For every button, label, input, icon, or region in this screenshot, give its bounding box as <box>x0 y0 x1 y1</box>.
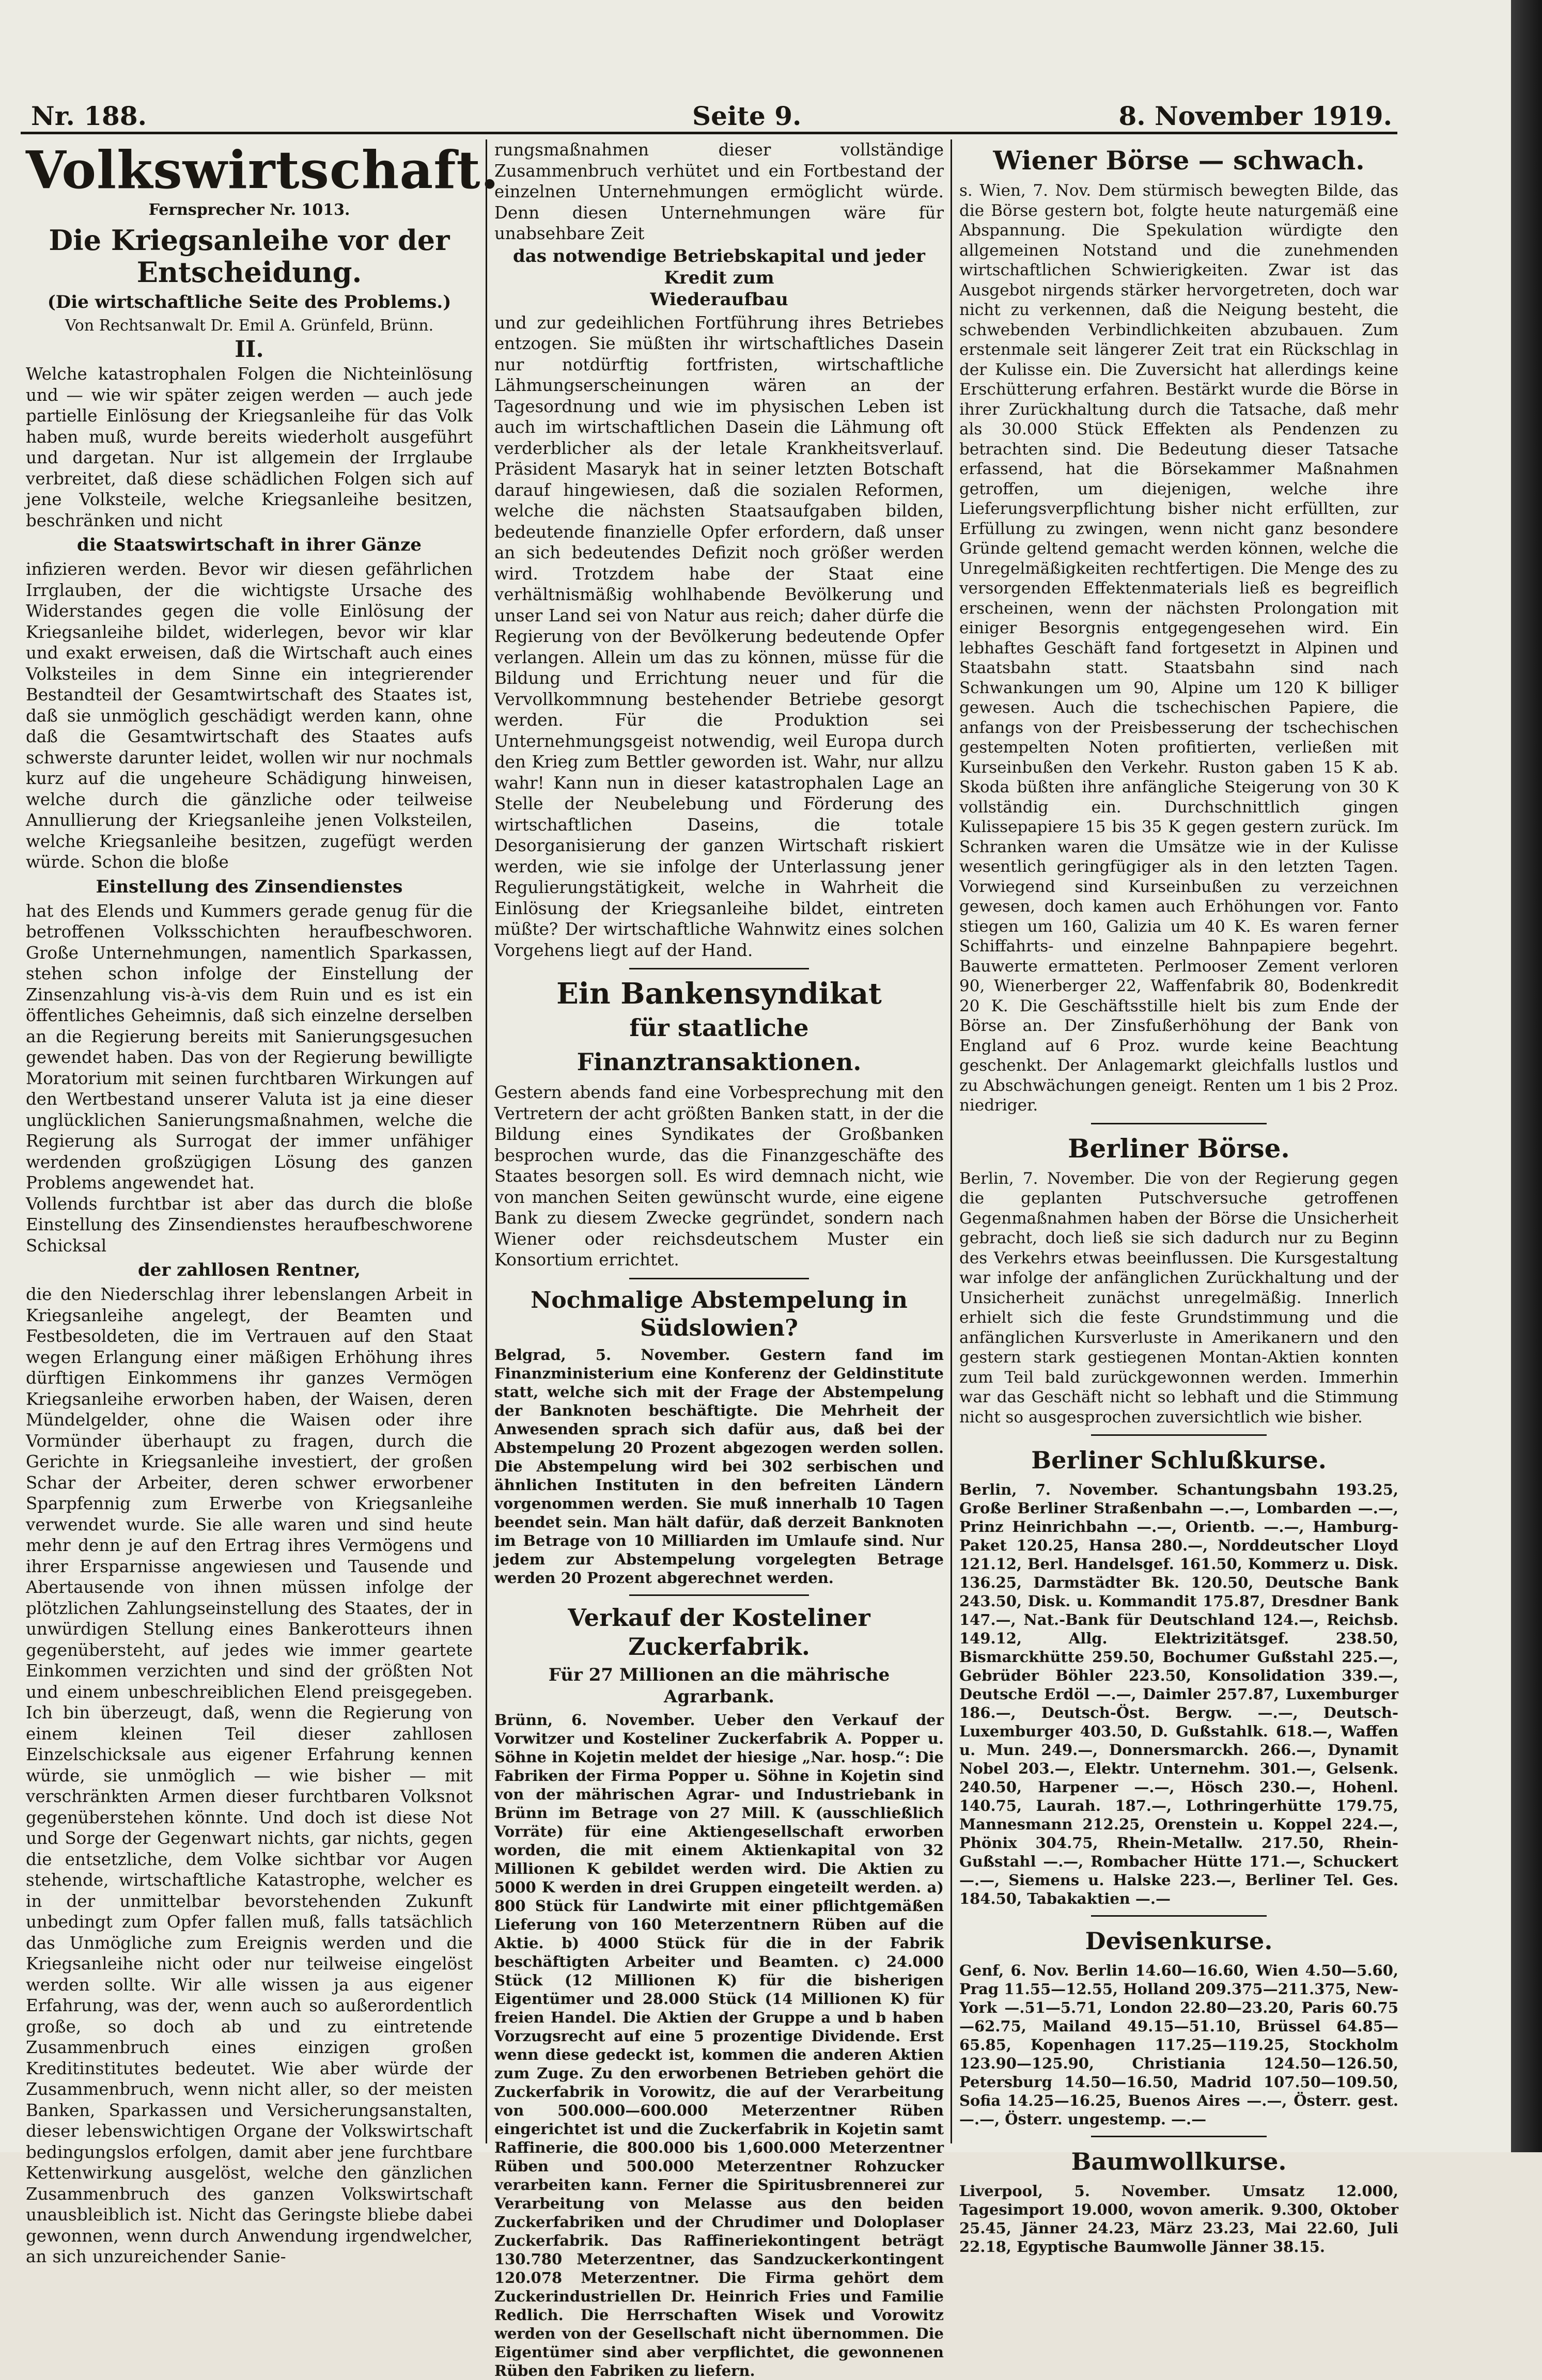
divider <box>1091 1123 1267 1124</box>
article-title-bank-syndicate: Ein Bankensyndikat <box>556 977 882 1011</box>
article-title-sugar-factory: Verkauf der Kosteliner Zuckerfabrik. <box>568 1603 870 1661</box>
paragraph: hat des Elends und Kummers gerade genug für die betroffenen Volksschichten heraufbeschworen. Große Unternehmungen, namentlich Sparkassen, stehen schon infolge der Einstellung der Zinsenzahlung vis-à-vis dem Ruin und es ist ein öffentliches Geheimnis, daß sich einzelne derselben an die Regierung bereits mit Sanierungsgesuchen gewendet haben. Das von der Regierung bewilligte Moratorium mit seinen furchtbaren Wirkungen auf den Wertbestand unserer Valuta ist ja eine dieser unglücklichen Sanierungsmaßnahmen, welche die Regierung als Surrogat der immer unfähiger werdenden großzügigen Lösung des ganzen Problems angewendet hat. <box>26 901 473 1193</box>
paragraph: rungsmaßnahmen dieser vollständige Zusammenbruch verhütet und ein Fortbestand der einzelnen Unternehmungen ermöglicht würde. Denn diesen Unternehmungen wäre für unabsehbare Zeit <box>494 140 944 243</box>
article-part: II. <box>235 336 264 363</box>
paragraph: und zur gedeihlichen Fortführung ihres Betriebes entzogen. Sie müßten ihr wirtschaftliches Dasein nur notdürftig fortfristen, wirtschaftliche Lähmungserscheinungen wären an der Tagesordnung und wie im physischen Leben ist auch im wirtschaftlichen Dasein die Lähmung oft verderblicher als der letale Krankheitsverlauf. Präsident Masaryk hat in seiner letzten Botschaft darauf hingewiesen, daß die sozialen Reformen, welche die nächsten Staatsaufgaben bilden, bedeutende finanzielle Opfer erfordern, daß unser an sich bedeutendes Defizit noch größer werden wird. Trotzdem habe der Staat eine verhältnismäßig wohlhabende Bevölkerung und unser Land sei von Natur aus reich; daher dürfe die Regierung von der Bevölkerung bedeutende Opfer verlangen. Allein um das zu können, müsse für die Bildung und Errichtung neuer und für die Vervollkommnung bestehender Betriebe gesorgt werden. Für die Produktion sei Unternehmungsgeist notwendig, weil Europa durch den Krieg zum Bettler geworden ist. Wahr, nur allzu wahr! Kann nun in dieser katastrophalen Lage an Stelle der Neubelebung und Förderung des wirtschaftlichen Daseins, die totale Desorganisierung der ganzen Wirtschaft riskiert werden, wie sie infolge der Unterlassung jener Regulierungstätigkeit, welche in Wahrheit die Einlösung der Kriegsanleihe bildet, eintreten müßte? Der wirtschaftliche Wahnwitz eines solchen Vorgehens liegt auf der Hand. <box>494 312 944 960</box>
quote-list: Liverpool, 5. November. Umsatz 12.000, Tagesimport 19.000, wovon amerik. 9.300, Oktober 25.45, Jänner 24.23, März 23.23, Mai 22.60, Juli 22.18, Egyptische Baumwolle Jänner 38.15. <box>959 2182 1398 2256</box>
page-number: Seite 9. <box>692 101 802 131</box>
column-markets <box>951 139 1398 2256</box>
article-title-vienna-exchange: Wiener Börse — schwach. <box>993 145 1365 176</box>
paragraph: Brünn, 6. November. Ueber den Verkauf der Vorwitzer und Kosteliner Zuckerfabrik A. Popper u. Söhne in Kojetin meldet der hiesige „Nar. hosp.“: Die Fabriken der Firma Popper u. Söhne in Kojetin sind von der mährischen Agrar- und Industriebank in Brünn im Betrage von 27 Mill. K (ausschließlich Vorräte) für eine Aktiengesellschaft erworben worden, die mit einem Aktienkapital von 32 Millionen K gebildet werden wird. Die Aktien zu 5000 K werden in drei Gruppen eingeteilt werden. a) 800 Stück für Landwirte mit einer pflichtgemäßen Lieferung von 160 Meterzentnern Rüben auf die Aktie. b) 4000 Stück für die in der Fabrik beschäftigten Arbeiter und Beamten. c) 24.000 Stück (12 Millionen K) für die bisherigen Eigentümer und 28.000 Stück (14 Millionen K) für freien Handel. Die Aktien der Gruppe a und b haben Vorzugsrecht auf eine 5 prozentige Dividende. Erst wenn diese gedeckt ist, kommen die anderen Aktien zum Zuge. Zu den erworbenen Betrieben gehört die Zuckerfabrik in Vorowitz, die auf der Verarbeitung von 500.000—600.000 Meterzentner Rüben eingerichtet ist und die Zuckerfabrik in Kojetin samt Raffinerie, die 800.000 bis 1,600.000 Meterzentner Rüben und 500.000 Meterzentner Rohzucker verarbeiten kann. Ferner die Spiritusbrennerei zur Verarbeitung von Melasse aus den beiden Zuckerfabriken und der Chrudimer und Doloplaser Zuckerfabrik. Das Raffineriekontingent beträgt 130.780 Meterzentner, das Sandzuckerkontingent 120.078 Meterzentner. Die Firma gehört dem Zuckerindustriellen Dr. Heinrich Fries und Familie Redlich. Die Herrschaften Wisek und Vorowitz werden von der Gesellschaft nicht übernommen. Die Eigentümer sind aber verpflichtet, die gewonnenen Rüben den Fabriken zu liefern. <box>494 1711 944 2379</box>
inline-heading: Einstellung des Zinsendienstes <box>96 876 403 897</box>
divider <box>629 1278 809 1279</box>
article-title-cotton: Baumwollkurse. <box>1071 2148 1287 2175</box>
article-title-stamping: Nochmalige Abstempelung in Südslowien? <box>531 1287 908 1341</box>
inline-heading: Wiederaufbau <box>650 289 788 310</box>
article-author: Von Rechtsanwalt Dr. Emil A. Grünfeld, Brünn. <box>65 317 434 335</box>
column-economy <box>26 139 500 2266</box>
column-middle <box>486 139 944 2379</box>
divider <box>629 1594 809 1596</box>
quote-list: Genf, 6. Nov. Berlin 14.60—16.60, Wien 4.50—5.60, Prag 11.55—12.55, Holland 209.375—211.375, New-York —.51—5.71, London 22.80—23.20, Paris 60.75—62.75, Mailand 49.15—51.10, Brüssel 64.85—65.85, Kopenhagen 117.25—119.25, Stockholm 123.90—125.90, Christiania 124.50—126.50, Petersburg 14.50—16.50, Madrid 107.50—109.50, Sofia 14.25—16.25, Buenos Aires —.—, Österr. gest. —.—, Österr. ungestemp. —.— <box>959 1962 1398 2128</box>
section-phone: Fernsprecher Nr. 1013. <box>148 201 350 219</box>
section-title: Volkswirtschaft. <box>26 139 500 200</box>
issue-number: Nr. 188. <box>31 101 147 131</box>
article-title-foreign-exchange: Devisenkurse. <box>1085 1927 1273 1955</box>
divider <box>1091 2136 1267 2137</box>
paragraph: Berlin, 7. November. Die von der Regierung gegen die geplanten Putschversuche getroffenen Gegenmaßnahmen haben der Börse die Unsicherheit gebracht, doch ließ sie sich dadurch nur zu Beginn des Verkehrs etwas beeinflussen. Die Kursgestaltung war infolge der anfänglichen Zurückhaltung und der Unsicherheit zunächst unregelmäßig. Innerlich erhielt sich die feste Grundstimmung und die anfänglichen Kursverluste in Amerikanern und den gestern stark gestiegenen Montan-Aktien konnten zum Teil bald zurückgewonnen werden. Immerhin war das Geschäft nicht so lebhaft und die Stimmung nicht so ausgesprochen zuversichtlich wie bisher. <box>959 1169 1398 1427</box>
quote-list: Berlin, 7. November. Schantungsbahn 193.25, Große Berliner Straßenbahn —.—, Lombarden —.—, Prinz Heinrichbahn —.—, Orientb. —.—, Hamburg-Paket 120.25, Hansa 280.—, Norddeutscher Lloyd 121.12, Berl. Handelsgef. 161.50, Kommerz u. Disk. 136.25, Darmstädter Bk. 120.50, Deutsche Bank 243.50, Disk. u. Kommandit 175.87, Dresdner Bank 147.—, Nat.-Bank für Deutschland 124.—, Reichsb. 149.12, Allg. Elektrizitätsgef. 238.50, Bismarckhütte 259.50, Bochumer Gußstahl 225.—, Gebrüder Böhler 223.50, Konsolidation 339.—, Deutsche Erdöl —.—, Daimler 257.87, Luxemburger 186.—, Deutsch-Öst. Bergw. —.—, Deutsch-Luxemburger 403.50, D. Gußstahlk. 618.—, Waffen u. Mun. 249.—, Donnersmarckh. 266.—, Dynamit Nobel 203.—, Elektr. Unternehm. 301.—, Gelsenk. 240.50, Harpener —.—, Hösch 230.—, Hohenl. 140.75, Laurah. 187.—, Lothringerhütte 179.75, Mannesmann 212.25, Orenstein u. Koppel 224.—, Phönix 304.75, Rhein-Metallw. 217.50, Rhein-Gußstahl —.—, Rombacher Hütte 171.—, Schuckert —.—, Siemens u. Halske 223.—, Berliner Tel. Ges. 184.50, Tabakaktien —.— <box>959 1481 1398 1907</box>
paragraph: infizieren werden. Bevor wir diesen gefährlichen Irrglauben, der die wichtigste Ursache des Widerstandes gegen die volle Einlösung der Kriegsanleihe bildet, widerlegen, bevor wir klar und exakt erweisen, daß die Wirtschaft auch eines Volksteiles in dem Sinne ein integrierender Bestandteil der Gesamtwirtschaft des Staates ist, daß sie unmöglich geschädigt werden kann, ohne daß die Gesamtwirtschaft des Staates aufs schwerste darunter leidet, wollen wir nur nochmals kurz auf die ungeheure Schädigung hinweisen, welche durch die gänzliche oder teilweise Annullierung der Kriegsanleihe jenen Volksteilen, welche Kriegsanleihe besitzen, zugefügt werden würde. Schon die bloße <box>26 559 473 872</box>
paragraph: s. Wien, 7. Nov. Dem stürmisch bewegten Bilde, das die Börse gestern bot, folgte heute naturgemäß eine Abspannung. Die Spekulation würdigte den allgemeinen Notstand und die zunehmenden wirtschaftlichen Schwierigkeiten. Zwar ist das Ausgebot nirgends stärker hervorgetreten, doch war nicht zu verkennen, daß die Neigung besteht, die schwebenden Verbindlichkeiten abzubauen. Zum erstenmale seit längerer Zeit trat ein Rückschlag in der Kulisse ein. Die Zuversicht hat allerdings keine Erschütterung erfahren. Bestärkt wurde die Börse in ihrer Zurückhaltung durch die Tatsache, daß mehr als 30.000 Stück Effekten als Pendenzen zu betrachten sind. Die Bedeutung dieser Tatsache erfassend, hat die Börsekammer Maßnahmen getroffen, um diejenigen, welche ihre Lieferungsverpflichtung bisher nicht erfüllten, zur Erfüllung zu zwingen, wenn nicht ganz besondere Gründe geltend gemacht werden können, welche die Unregelmäßigkeiten rechtfertigen. Die Menge des zu versorgenden Effektenmaterials ließ es begreiflich erscheinen, wenn der nächsten Prolongation mit einiger Besorgnis entgegengesehen wird. Ein lebhaftes Geschäft fand fortgesetzt in Alpinen und Staatsbahn statt. Staatsbahn sind nach Schwankungen um 90, Alpine um 120 K billiger gewesen. Auch die tschechischen Papiere, die anfangs von der Preisbesserung der tschechischen gestempelten Noten profitierten, verließen mit Kurseinbußen den Verkehr. Ruston gaben 15 K ab. Skoda büßten ihre anfängliche Steigerung von 30 K vollständig ein. Durchschnittlich gingen Kulissepapiere 15 bis 35 K gegen gestern zurück. Im Schranken waren die Umsätze wie in der Kulisse wesentlich geringfügiger als in den letzten Tagen. Vorwiegend sind Kurseinbußen zu verzeichnen gewesen, doch kamen auch Erhöhungen vor. Fanto stiegen um 160, Galizia um 40 K. Es waren ferner Schiffahrts- und einzelne Bahnpapiere begehrt. Bauwerte ermatteten. Perlmooser Zement verloren 90, Wienerberger 22, Waffenfabrik 80, Bodenkredit 20 K. Die Geschäftsstille hielt bis zum Ende der Börse an. Der Zinsfußerhöhung der Bank von England auf 6 Proz. wurde keine Beachtung geschenkt. Der Anlagemarkt gleichfalls lustlos und zu Abschwächungen geneigt. Renten um 1 bis 2 Proz. niedriger. <box>959 181 1398 1115</box>
divider <box>1091 1915 1267 1917</box>
paragraph: Belgrad, 5. November. Gestern fand im Finanzministerium eine Konferenz der Geldinstitute statt, welche sich mit der Frage der Abstempelung der Banknoten beschäftigte. Die Mehrheit der Anwesenden sprach sich dafür aus, daß bei der Abstempelung 20 Prozent abgezogen werden sollen. Die Abstempelung wird bei 302 serbischen und ähnlichen Instituten in den befreiten Ländern vorgenommen werden. Sie muß innerhalb 10 Tagen beendet sein. Man hält dafür, daß derzeit Banknoten im Betrage von 10 Milliarden im Umlaufe sind. Nur jedem zur Abstempelung vorgelegten Betrage werden 20 Prozent abgerechnet werden. <box>494 1345 944 1587</box>
page-edge-shadow <box>1511 0 1542 2152</box>
divider <box>1091 1434 1267 1436</box>
article-subtitle-sugar-factory: Für 27 Millionen an die mährische Agrarbank. <box>548 1664 890 1707</box>
page-header <box>21 90 1397 134</box>
issue-date: 8. November 1919. <box>1118 101 1392 131</box>
paragraph: Welche katastrophalen Folgen die Nichteinlösung und — wie wir später zeigen werden — auch jede partielle Einlösung der Kriegsanleihe für das Volk haben muß, wurde bereits wiederholt ausgeführt und dargetan. Nur ist allgemein der Irrglaube verbreitet, daß diese schädlichen Folgen sich auf jene Volksteile, welche Kriegsanleihe besitzen, beschränken und nicht <box>26 364 473 530</box>
divider <box>629 968 809 969</box>
inline-heading: der zahllosen Rentner, <box>138 1260 361 1280</box>
inline-heading: das notwendige Betriebskapital und jeder Kredit zum <box>513 245 925 288</box>
article-subtitle-bank-syndicate: für staatliche Finanztransaktionen. <box>577 1014 862 1076</box>
article-subtitle: (Die wirtschaftliche Seite des Problems.) <box>47 292 451 312</box>
paragraph: Vollends furchtbar ist aber das durch die bloße Einstellung des Zinsendienstes heraufbeschworene Schicksal <box>26 1194 473 1256</box>
paragraph: Gestern abends fand eine Vorbesprechung mit den Vertretern der acht größten Banken statt, in der die Bildung eines Syndikates der Großbanken besprochen wurde, das die Finanzgeschäfte des Staates besorgen soll. Es wird demnach nicht, wie von manchen Seiten gewünscht wurde, eine eigene Bank zu diesem Zwecke gegründet, sondern nach Wiener oder reichsdeutschem Muster ein Konsortium errichtet. <box>494 1083 944 1270</box>
article-title-berlin-exchange: Berliner Börse. <box>1068 1133 1290 1164</box>
article-title-war-loan: Die Kriegsanleihe vor der Entscheidung. <box>49 224 450 289</box>
paragraph: die den Niederschlag ihrer lebenslangen Arbeit in Kriegsanleihe angelegt, der Beamten und Festbesoldeten, die im Vertrauen auf den Staat wegen Erlangung einer mäßigen Erhöhung ihres dürftigen Einkommens ihr ganzes Vermögen Kriegsanleihe erworben haben, der Waisen, deren Mündelgelder, ohne die Waisen oder ihre Vormünder überhaupt zu fragen, durch die Gerichte in Kriegsanleihe investiert, der großen Schar der Arbeiter, deren schwer erworbener Sparpfennig zum Erwerbe von Kriegsanleihe verwendet wurde. Sie alle waren und sind heute mehr denn je auf den Ertrag ihres Vermögens und ihrer Ersparnisse angewiesen und Tausende und Abertausende von ihnen müssen infolge der plötzlichen Zahlungseinstellung des Staates, der in unwürdigen Stellung eines Bankerotteurs ihnen gegenübersteht, auf jedes wie immer geartete Einkommen verzichten und sind der größten Not und einem unbeschreiblichen Elend preisgegeben. Ich bin überzeugt, daß, wenn die Regierung von einem kleinen Teil dieser zahllosen Einzelschicksale aus eigener Erfahrung kennen würde, sie unmöglich — wie bisher — mit verschränkten Armen dieser furchtbaren Volksnot gegenüberstehen könnte. Und doch ist diese Not und Sorge der Gegenwart nichts, gar nichts, gegen die entsetzliche, dem Volke sichtbar vor Augen stehende, wirtschaftliche Katastrophe, welcher es in der unmittelbar bevorstehenden Zukunft unbedingt zum Opfer fallen muß, falls tatsächlich das Unmögliche zum Ereignis werden und die Kriegsanleihe nicht oder nur teilweise eingelöst werden sollte. Wir alle wissen ja aus eigener Erfahrung, was der, wenn auch so außerordentlich große, so doch ab und zu eintretende Zusammenbruch eines einzigen großen Kreditinstitutes bedeutet. Wie aber würde der Zusammenbruch, wenn nicht aller, so der meisten Banken, Sparkassen und Versicherungsanstalten, dieser lebenswichtigen Organe der Volkswirtschaft bedingungslos erfolgen, damit aber jene furchtbare Kettenwirkung ausgelöst, welche den gänzlichen Zusammenbruch des ganzen Volkswirtschaft unausbleiblich ist. Nicht das Geringste bliebe dabei gewonnen, wenn durch Anwendung irgendwelcher, an sich unzureichender Sanie- <box>26 1285 473 2266</box>
article-title-berlin-closing: Berliner Schlußkurse. <box>1031 1446 1327 1474</box>
inline-heading: die Staatswirtschaft in ihrer Gänze <box>76 535 422 555</box>
